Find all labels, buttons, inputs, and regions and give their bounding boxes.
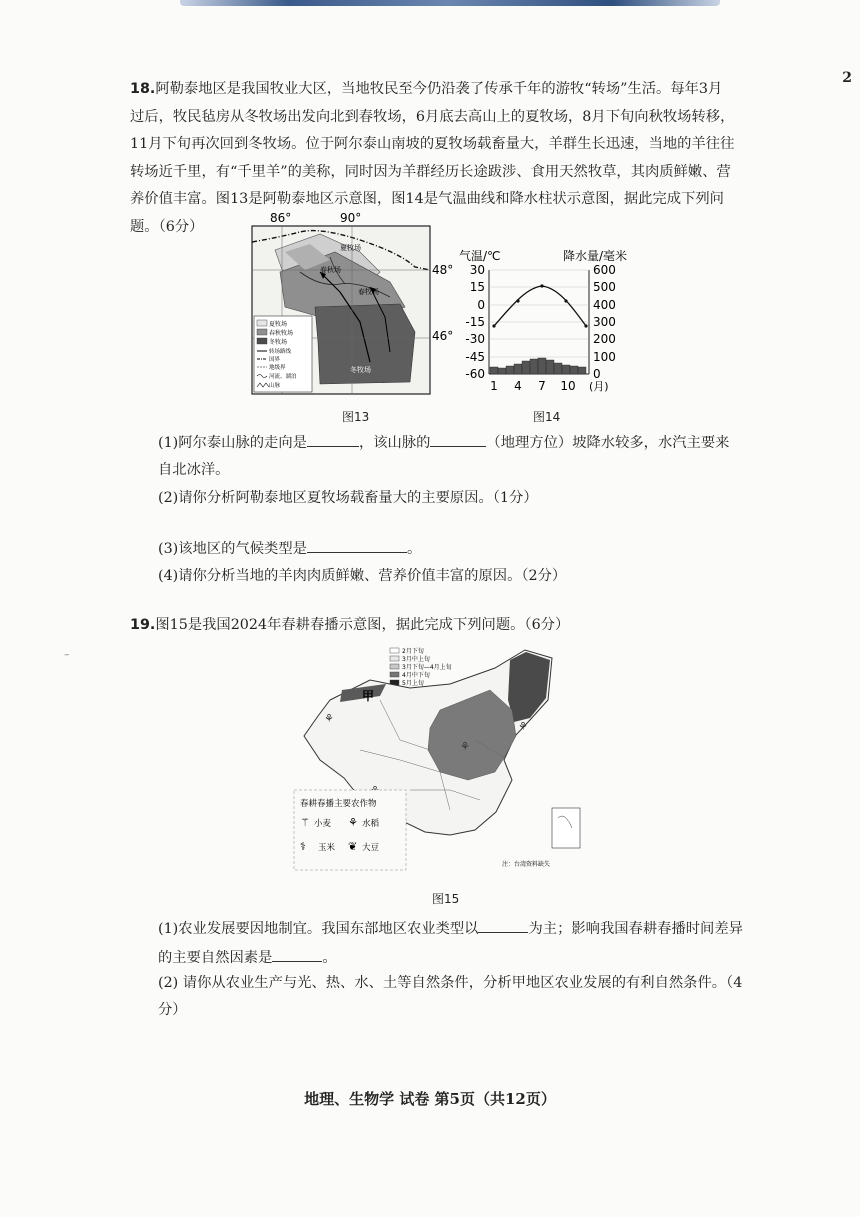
- figure-14-caption: 图14: [533, 410, 561, 424]
- precip-bar-12: [578, 367, 586, 374]
- q18-intro-text: 阿勒泰地区是我国牧业大区，当地牧民至今仍沿袭了传承千年的游牧“转场”生活。每年3月过后，牧民毡房从冬牧场出发向北到春牧场，6月底去高山上的夏牧场，8月下旬向秋牧场转移，11月下旬再次回到冬牧场。位于阿尔泰山南坡的夏牧场载畜量大，羊群生长迅速，当地的羊往往转场近千里，有“千里羊”的美称，同时因为羊群经历长途跋涉、食用天然牧草，其肉质鲜嫩、营养价值丰富。图13是阿勒泰地区示意图，图14是气温曲线和降水柱状示意图，据此完成下列问题。（6分）: [130, 81, 735, 235]
- legend-mountains: 山脉: [269, 383, 281, 389]
- q18-sub1-blank-2[interactable]: [430, 432, 486, 447]
- q18-sub3-part-b: 。: [406, 541, 422, 557]
- region-jia-label: 甲: [362, 689, 375, 703]
- precip-bar-4: [514, 364, 522, 374]
- q18-sub4: (4)请你分析当地的羊肉肉质鲜嫩、营养价值丰富的原因。（2分）: [158, 568, 567, 584]
- map-label-spring-autumn: 春秋场: [320, 266, 341, 274]
- q19-intro-text: 图15是我国2024年春耕春播示意图，据此完成下列问题。（6分）: [155, 617, 570, 633]
- month-tick-4: 4: [514, 379, 522, 393]
- q18-sub3-part-a: (3)该地区的气候类型是: [158, 541, 307, 557]
- legend-apr-mid-late: 4月中下旬: [402, 672, 430, 679]
- temp-tick-m30: -30: [465, 332, 485, 346]
- precip-tick-200: 200: [593, 332, 616, 346]
- map-label-winter: 冬牧场: [350, 366, 371, 374]
- q19-sub1-part-c: 。: [322, 950, 337, 966]
- precip-tick-100: 100: [593, 350, 616, 364]
- precip-bar-10: [562, 365, 570, 374]
- q18-sub1-part-a: (1)阿尔泰山脉的走向是: [158, 435, 307, 451]
- legend-prefecture-border: 地级界: [269, 365, 286, 371]
- temp-tick-m15: -15: [465, 315, 485, 329]
- figure-14-climate-chart: [455, 246, 635, 396]
- crop-wheat-label: 小麦: [314, 819, 332, 829]
- precip-tick-300: 300: [593, 315, 616, 329]
- q19-sub1-blank-1[interactable]: [478, 918, 528, 933]
- q18-sub1-part-c: （地理方位）坡降水较多，水汽主要来自北冰洋。: [158, 435, 730, 478]
- precip-bar-5: [522, 361, 530, 374]
- crop-corn-label: 玉米: [318, 843, 336, 853]
- q19-sub1: [158, 915, 743, 973]
- temp-tick-0: 0: [477, 298, 485, 312]
- q19-sub1-part-a: (1)农业发展要因地制宜。我国东部地区农业类型以: [158, 921, 479, 937]
- q19-intro: [130, 612, 736, 640]
- month-tick-7: 7: [538, 379, 546, 393]
- precip-bar-9: [554, 363, 562, 374]
- corn-icon: ⚕: [300, 840, 306, 853]
- figure-13-caption: 图13: [342, 410, 370, 424]
- q19-number: 19.: [130, 617, 156, 633]
- lon-label-90: 90°: [340, 212, 362, 225]
- crop-icon-north-china: ⚘: [460, 740, 470, 753]
- temp-tick-m45: -45: [465, 350, 485, 364]
- q18-number: 18.: [130, 81, 156, 97]
- legend-rivers-lakes: 河流、湖泊: [269, 374, 297, 380]
- q19-sub1-blank-2[interactable]: [272, 947, 322, 962]
- figure-15-map: [290, 640, 590, 885]
- lon-label-86: 86°: [270, 212, 292, 225]
- q18-sub1: [158, 430, 743, 484]
- precip-tick-400: 400: [593, 298, 616, 312]
- rice-icon: ⚘: [348, 816, 358, 829]
- q19-sub1-part-b: 为主；影响我国春耕春播时间差异的主要自然因素是: [158, 921, 743, 966]
- q18-sub1-blank-1[interactable]: [307, 432, 359, 447]
- temperature-curve: [494, 286, 586, 326]
- precip-bar-7: [538, 358, 546, 374]
- legend-route: 转场路线: [269, 349, 292, 355]
- precip-axis-title: 降水量/毫米: [563, 249, 628, 263]
- crop-icon-xinjiang: ⚘: [324, 712, 334, 725]
- scan-top-bar: [180, 0, 720, 6]
- temp-tick-30: 30: [469, 263, 485, 277]
- legend-summer: 夏牧场: [269, 321, 288, 328]
- precip-bar-1: [490, 367, 498, 374]
- precip-bar-3: [506, 366, 514, 374]
- crop-legend-title: 春耕春播主要农作物: [300, 799, 377, 809]
- figure-15-caption: 图15: [432, 892, 460, 906]
- q19-sub2: (2) 请你从农业生产与光、热、水、土等自然条件，分析甲地区农业发展的有利自然条件。（4分）: [158, 975, 743, 1018]
- temp-tick-m60: -60: [465, 367, 485, 381]
- lat-label-48: 48°: [432, 263, 454, 277]
- legend-spring-autumn: 春秋牧场: [269, 330, 294, 337]
- legend-winter: 冬牧场: [269, 339, 288, 346]
- map-label-summer: 夏牧场: [340, 244, 361, 252]
- precip-tick-0: 0: [593, 367, 601, 381]
- q18-sub2: (2)请你分析阿勒泰地区夏牧场载畜量大的主要原因。（1分）: [158, 490, 538, 506]
- legend-mar-late-apr-early: 3月下旬—4月上旬: [402, 664, 452, 671]
- legend-mar-early: 3月中上旬: [402, 656, 430, 663]
- crop-icon-northeast: ⚘: [518, 720, 528, 733]
- q18-sub3: [158, 536, 743, 563]
- crop-soybean-label: 大豆: [362, 843, 380, 853]
- figure-13-map: [240, 212, 460, 408]
- map-label-spring: 春牧场: [358, 288, 379, 296]
- precip-bar-8: [546, 360, 554, 374]
- precip-bar-11: [570, 366, 578, 374]
- precip-tick-500: 500: [593, 280, 616, 294]
- month-tick-1: 1: [490, 379, 498, 393]
- temp-tick-15: 15: [469, 280, 485, 294]
- month-unit: (月): [589, 380, 609, 393]
- crop-rice-label: 水稻: [362, 819, 380, 829]
- q18-sub3-blank[interactable]: [307, 538, 407, 553]
- wheat-icon: ⚚: [300, 816, 310, 829]
- page-footer: 地理、生物学 试卷 第5页（共12页）: [304, 1090, 556, 1108]
- legend-national-border: 国界: [269, 357, 281, 363]
- month-tick-10: 10: [560, 379, 576, 393]
- precip-bar-6: [530, 359, 538, 374]
- lat-label-46: 46°: [432, 329, 454, 343]
- margin-mark: –: [64, 648, 70, 661]
- precip-tick-600: 600: [593, 263, 616, 277]
- page-edge-number: 2: [842, 70, 852, 86]
- temp-axis-title: 气温/℃: [459, 249, 501, 263]
- legend-may-early: 5月上旬: [402, 680, 424, 687]
- legend-feb-late: 2月下旬: [402, 648, 424, 655]
- soybean-icon: ❦: [348, 840, 358, 853]
- precip-bar-2: [498, 368, 506, 374]
- taiwan-note: 注：台湾资料缺失: [502, 861, 551, 868]
- q18-sub1-part-b: ，该山脉的: [358, 435, 431, 451]
